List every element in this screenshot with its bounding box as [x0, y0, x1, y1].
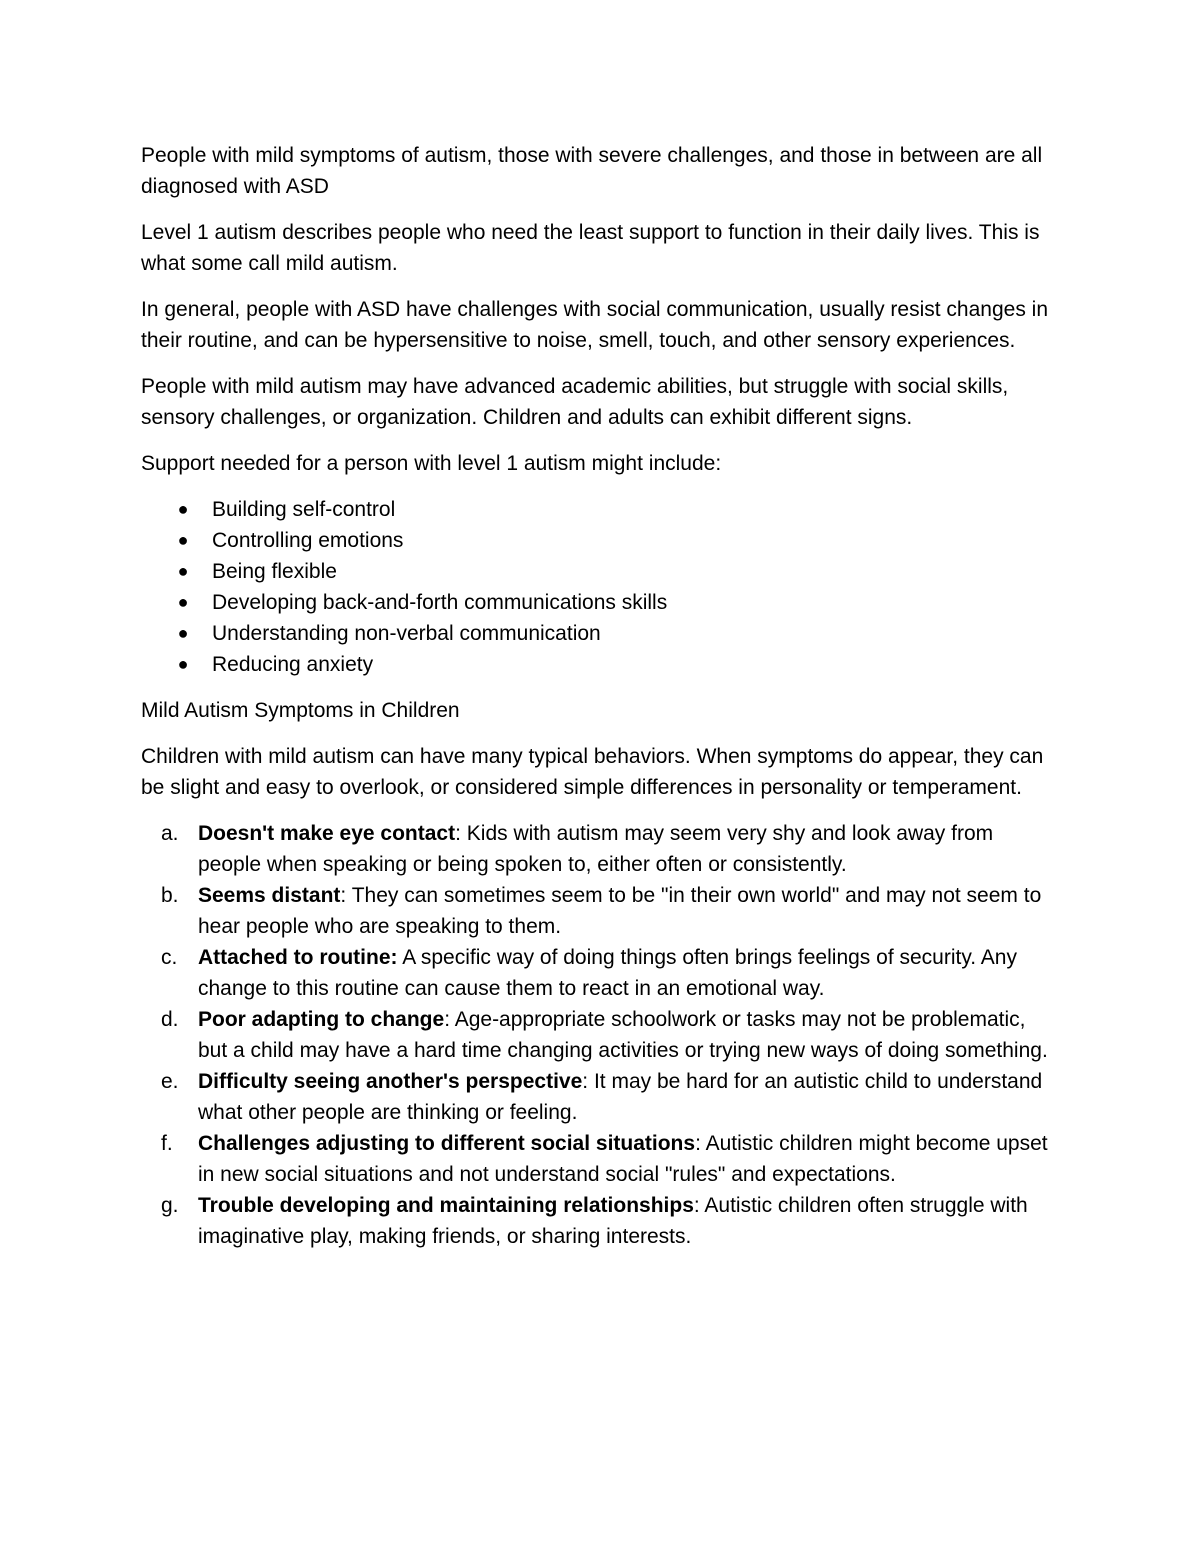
paragraph-asd-diagnosis: People with mild symptoms of autism, those with severe challenges, and those in between are all diagnosed with ASD: [141, 144, 1043, 198]
symptom-separator: :: [455, 822, 467, 845]
list-item: [141, 525, 1056, 556]
list-marker: e.: [161, 1070, 179, 1093]
symptom-text: They can sometimes seem to be "in their own world" and may not seem to hear people who are speaking to them.: [198, 884, 1042, 938]
list-item: [141, 587, 1056, 618]
list-item: [141, 1004, 1056, 1066]
symptom-separator: :: [340, 884, 352, 907]
symptom-term: Attached to routine:: [198, 946, 398, 969]
symptom-term: Poor adapting to change: [198, 1008, 445, 1031]
list-item: [141, 942, 1056, 1004]
list-item: [141, 618, 1056, 649]
symptom-separator: :: [582, 1070, 594, 1093]
list-item: [141, 1190, 1056, 1252]
symptom-term: Challenges adjusting to different social situations: [198, 1132, 696, 1155]
bullet-icon: ●: [177, 623, 189, 643]
bullet-icon: ●: [177, 592, 189, 612]
list-item-text: Understanding non-verbal communication: [212, 622, 601, 645]
list-item: [141, 880, 1056, 942]
symptom-term: Difficulty seeing another's perspective: [198, 1070, 583, 1093]
symptom-separator: :: [444, 1008, 455, 1031]
list-marker: g.: [161, 1194, 179, 1217]
symptom-text: A specific way of doing things often brings feelings of security. Any change to this routine can cause them to react in an emotional way.: [198, 946, 1017, 1000]
bullet-icon: ●: [177, 499, 189, 519]
section-heading: Mild Autism Symptoms in Children: [141, 699, 460, 722]
symptom-separator: :: [693, 1194, 705, 1217]
list-item: [141, 818, 1056, 880]
list-item: [141, 1128, 1056, 1190]
symptom-term: Seems distant: [198, 884, 341, 907]
bullet-icon: ●: [177, 530, 189, 550]
list-item-text: Controlling emotions: [212, 529, 404, 552]
section-intro: Children with mild autism can have many typical behaviors. When symptoms do appear, they can be slight and easy to overlook, or considered simple differences in personality or temperament.: [141, 745, 1044, 799]
list-item: [141, 556, 1056, 587]
list-item-text: Reducing anxiety: [212, 653, 374, 676]
list-marker: b.: [161, 884, 179, 907]
support-list: [141, 494, 1056, 680]
list-marker: d.: [161, 1008, 179, 1031]
symptom-text: Kids with autism may seem very shy and look away from people when speaking or being spoken to, either often or consistently.: [198, 822, 994, 876]
list-item-text: Developing back-and-forth communications skills: [212, 591, 668, 614]
list-marker: f.: [161, 1132, 173, 1155]
bullet-icon: ●: [177, 561, 189, 581]
symptom-term: Doesn't make eye contact: [198, 822, 456, 845]
symptom-text: It may be hard for an autistic child to understand what other people are thinking or feeling.: [198, 1070, 1043, 1124]
symptom-text: Age-appropriate schoolwork or tasks may not be problematic, but a child may have a hard time changing activities or trying new ways of doing something.: [198, 1008, 1048, 1062]
symptom-text: Autistic children often struggle with imaginative play, making friends, or sharing interests.: [198, 1194, 1028, 1248]
list-item: [141, 649, 1056, 680]
list-item: [141, 494, 1056, 525]
paragraph-level-1: Level 1 autism describes people who need the least support to function in their daily lives. This is what some call mild autism.: [141, 221, 1040, 275]
paragraph-support-intro: Support needed for a person with level 1 autism might include:: [141, 452, 722, 475]
document-page: [141, 140, 1056, 1252]
list-marker: c.: [161, 946, 178, 969]
symptoms-list: [141, 818, 1056, 1252]
list-marker: a.: [161, 822, 179, 845]
list-item: [141, 1066, 1056, 1128]
list-item-text: Building self-control: [212, 498, 396, 521]
bullet-icon: ●: [177, 654, 189, 674]
paragraph-general-challenges: In general, people with ASD have challenges with social communication, usually resist changes in their routine, and can be hypersensitive to noise, smell, touch, and other sensory experiences.: [141, 298, 1048, 352]
symptom-text: Autistic children might become upset in new social situations and not understand social "rules" and expectations.: [198, 1132, 1048, 1186]
paragraph-mild-autism-abilities: People with mild autism may have advanced academic abilities, but struggle with social skills, sensory challenges, or organization. Children and adults can exhibit different signs.: [141, 375, 1009, 429]
list-item-text: Being flexible: [212, 560, 337, 583]
symptom-term: Trouble developing and maintaining relationships: [198, 1194, 694, 1217]
symptom-separator: :: [695, 1132, 706, 1155]
